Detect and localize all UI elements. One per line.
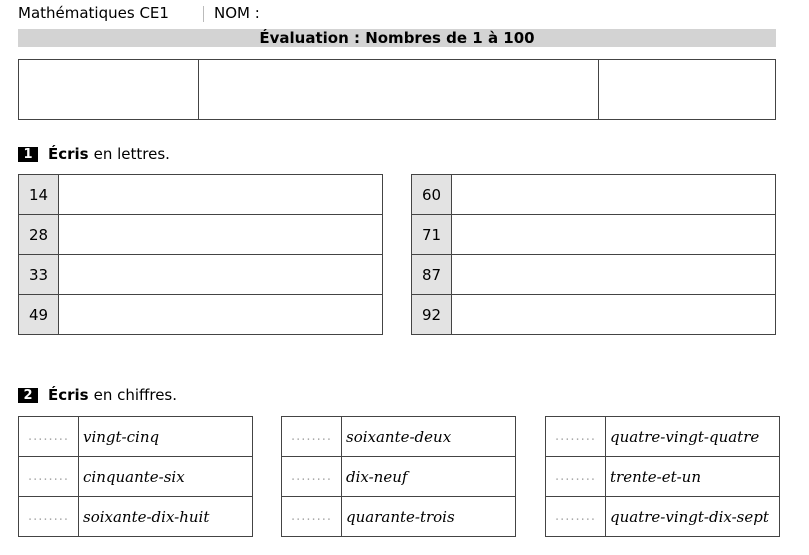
table-row (412, 295, 776, 335)
number-cell: 92 (412, 295, 452, 335)
instruction-verb: Écris (48, 145, 89, 163)
header-separator (203, 6, 204, 22)
page-title: Évaluation : Nombres de 1 à 100 (18, 29, 776, 47)
answer-cell[interactable] (452, 215, 776, 255)
number-word: quatre-vingt-quatre (606, 417, 780, 457)
answer-blank[interactable]: ........ (19, 417, 79, 457)
table-row (412, 215, 776, 255)
answer-cell[interactable] (452, 175, 776, 215)
figures-table-3 (545, 416, 780, 537)
number-cell: 33 (19, 255, 59, 295)
answer-blank[interactable]: ........ (19, 497, 79, 537)
answer-blank[interactable]: ........ (546, 497, 606, 537)
answer-blank[interactable]: ........ (282, 457, 342, 497)
info-box-divider (198, 60, 199, 119)
number-word: soixante-dix-huit (79, 497, 253, 537)
answer-cell[interactable] (452, 255, 776, 295)
answer-cell[interactable] (452, 295, 776, 335)
table-row (19, 255, 383, 295)
info-box (18, 59, 776, 120)
number-cell: 14 (19, 175, 59, 215)
table-row (19, 417, 253, 457)
number-word: trente-et-un (606, 457, 780, 497)
section-number-badge: 1 (18, 147, 38, 162)
number-word: vingt-cinq (79, 417, 253, 457)
instruction-text: en chiffres. (93, 386, 178, 404)
answer-blank[interactable]: ........ (546, 417, 606, 457)
table-row (19, 295, 383, 335)
table-row (282, 497, 516, 537)
nom-label: NOM : (214, 4, 260, 22)
words-table-left (18, 174, 383, 335)
section-number-badge: 2 (18, 388, 38, 403)
instruction-verb: Écris (48, 386, 89, 404)
instruction-text: en lettres. (93, 145, 170, 163)
answer-blank[interactable]: ........ (282, 417, 342, 457)
answer-cell[interactable] (59, 175, 383, 215)
table-row (282, 417, 516, 457)
figures-table-1 (18, 416, 253, 537)
number-cell: 49 (19, 295, 59, 335)
words-table-right (411, 174, 776, 335)
table-row (282, 457, 516, 497)
number-word: quatre-vingt-dix-sept (606, 497, 780, 537)
table-row (412, 175, 776, 215)
table-row (546, 457, 780, 497)
table-row (19, 457, 253, 497)
section-2-heading (18, 386, 177, 404)
number-word: dix-neuf (342, 457, 516, 497)
table-row (546, 497, 780, 537)
number-cell: 60 (412, 175, 452, 215)
table-row (412, 255, 776, 295)
figures-table-2 (281, 416, 516, 537)
number-cell: 28 (19, 215, 59, 255)
number-word: cinquante-six (79, 457, 253, 497)
table-row (19, 215, 383, 255)
table-row (546, 417, 780, 457)
number-word: soixante-deux (342, 417, 516, 457)
number-word: quarante-trois (342, 497, 516, 537)
number-cell: 71 (412, 215, 452, 255)
answer-blank[interactable]: ........ (282, 497, 342, 537)
table-row (19, 175, 383, 215)
answer-blank[interactable]: ........ (19, 457, 79, 497)
answer-cell[interactable] (59, 215, 383, 255)
answer-blank[interactable]: ........ (546, 457, 606, 497)
subject-label: Mathématiques CE1 (18, 4, 169, 22)
number-cell: 87 (412, 255, 452, 295)
info-box-divider (598, 60, 599, 119)
answer-cell[interactable] (59, 255, 383, 295)
table-row (19, 497, 253, 537)
answer-cell[interactable] (59, 295, 383, 335)
section-1-heading (18, 145, 170, 163)
